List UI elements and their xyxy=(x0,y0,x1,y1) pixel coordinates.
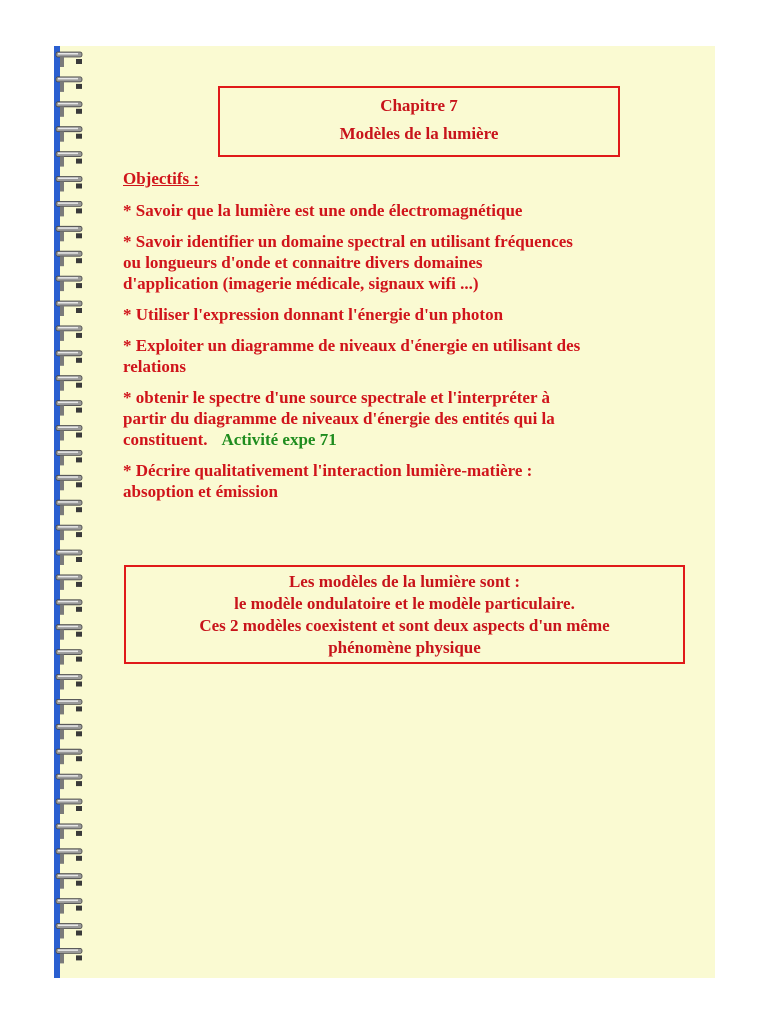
objective-line: * Utiliser l'expression donnant l'énergie d'un photon xyxy=(123,305,504,324)
objective-line xyxy=(123,429,693,450)
objective-line: absoption et émission xyxy=(123,482,278,501)
objective-line: * Savoir identifier un domaine spectral en utilisant fréquences xyxy=(123,232,573,251)
objective-line: relations xyxy=(123,357,186,376)
summary-line: phénomène physique xyxy=(328,638,481,657)
objective-item xyxy=(123,335,693,377)
objective-item xyxy=(123,387,693,450)
objective-line-text: constituent. xyxy=(123,430,208,449)
objective-line: * Savoir que la lumière est une onde électromagnétique xyxy=(123,201,523,220)
objective-line: ou longueurs d'onde et connaitre divers domaines xyxy=(123,253,483,272)
objective-item xyxy=(123,460,693,502)
objective-item xyxy=(123,200,693,221)
objective-item xyxy=(123,231,693,294)
chapter-title: Modèles de la lumière xyxy=(339,124,499,143)
objective-line: * Décrire qualitativement l'interaction lumière-matière : xyxy=(123,461,533,480)
objectives-heading: Objectifs : xyxy=(123,169,200,188)
chapter-number: Chapitre 7 xyxy=(380,96,458,115)
summary-line: Ces 2 modèles coexistent et sont deux aspects d'un même xyxy=(199,616,610,635)
chapter-title-box xyxy=(218,86,620,157)
activity-reference: Activité expe 71 xyxy=(221,430,337,449)
objectives-section xyxy=(123,168,693,512)
spiral-binding-art xyxy=(52,46,88,978)
objective-line: * obtenir le spectre d'une source spectrale et l'interpréter à xyxy=(123,388,550,407)
objective-line: d'application (imagerie médicale, signaux wifi ...) xyxy=(123,274,479,293)
objective-item xyxy=(123,304,693,325)
summary-line: Les modèles de la lumière sont : xyxy=(288,572,521,591)
objective-line: * Exploiter un diagramme de niveaux d'énergie en utilisant des xyxy=(123,336,581,355)
summary-line: le modèle ondulatoire et le modèle particulaire. xyxy=(234,594,575,613)
spiral-binding xyxy=(52,46,88,978)
objective-line: partir du diagramme de niveaux d'énergie des entités qui la xyxy=(123,409,555,428)
summary-box xyxy=(124,565,685,664)
